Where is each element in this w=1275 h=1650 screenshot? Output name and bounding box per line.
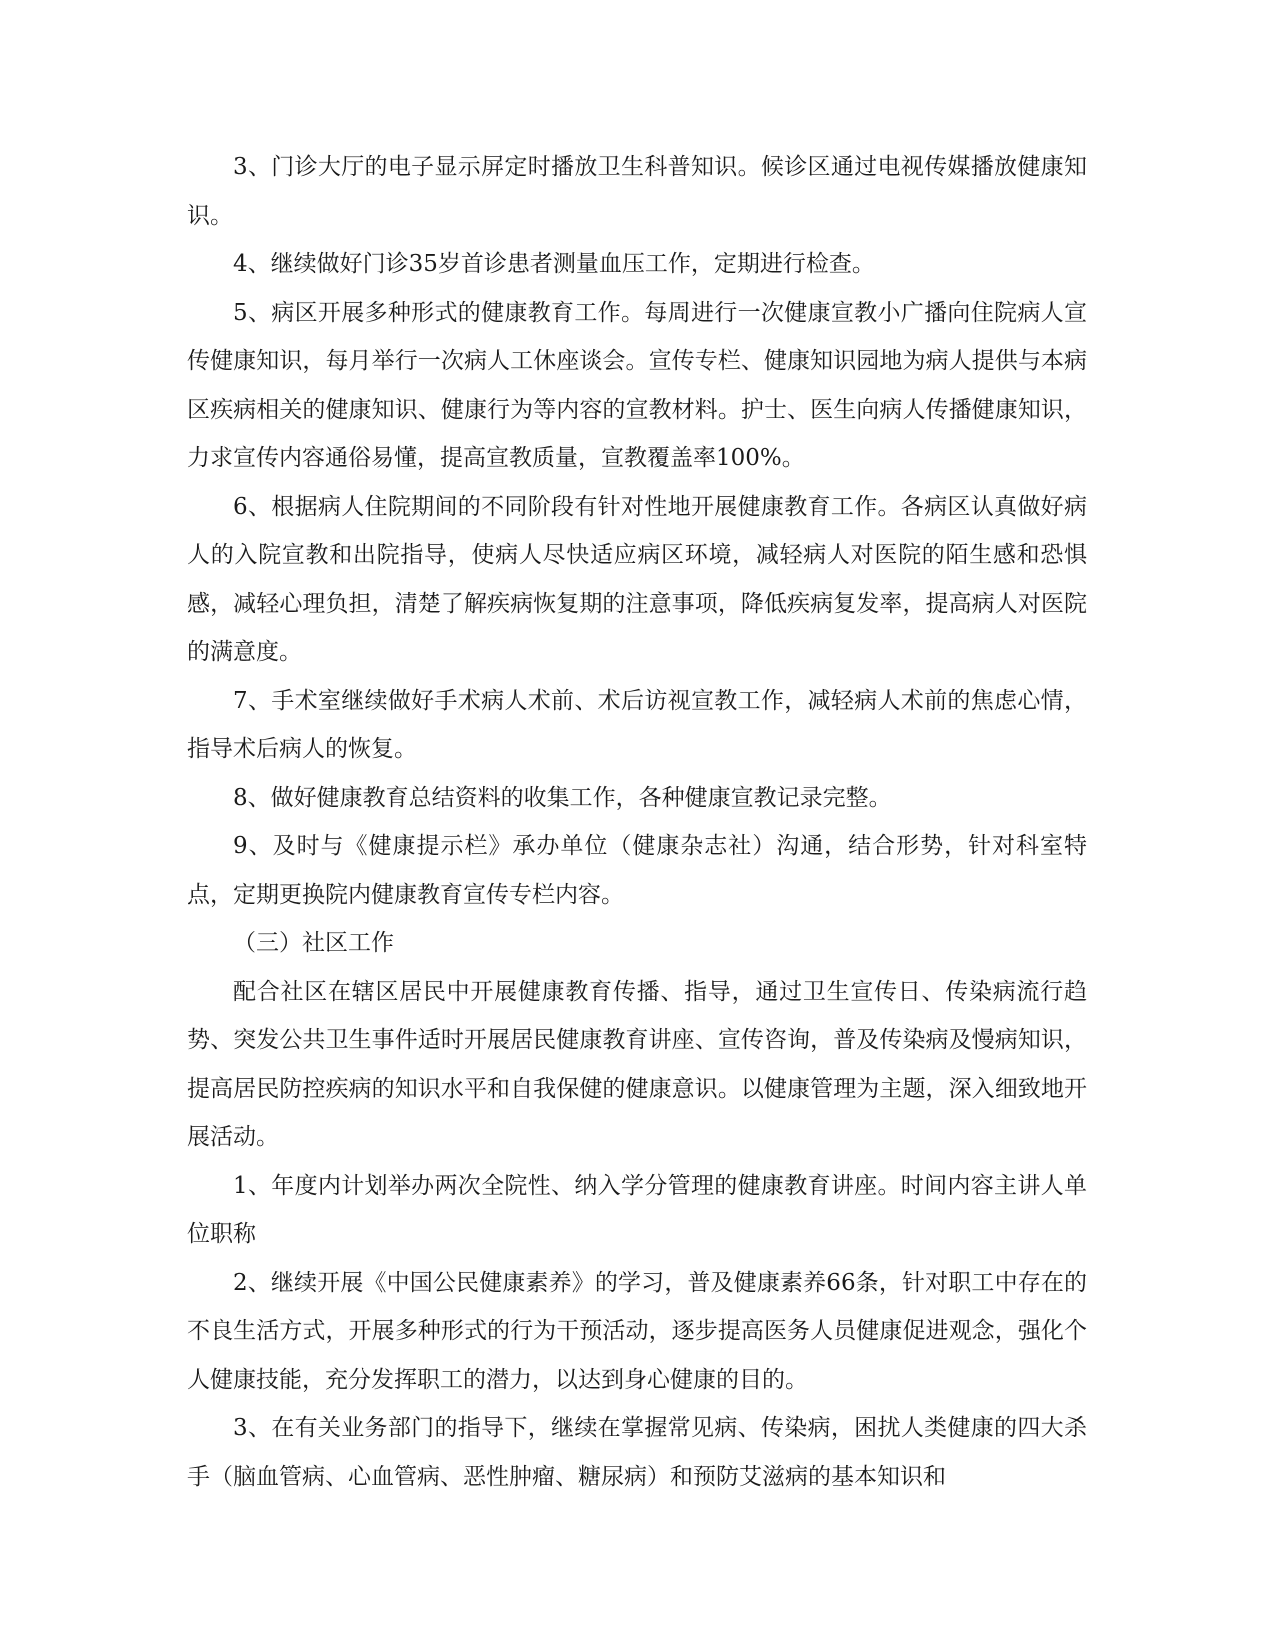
section-intro-paragraph: 配合社区在辖区居民中开展健康教育传播、指导，通过卫生宣传日、传染病流行趋势、突发公共卫生事件适时开展居民健康教育讲座、宣传咨询，普及传染病及慢病知识，提高居民防控疾病的知识水平和自我保健的健康意识。以健康管理为主题，深入细致地开展活动。 bbox=[187, 978, 1087, 1150]
section-heading: （三）社区工作 bbox=[233, 930, 394, 956]
section-item-1: 1、年度内计划举办两次全院性、纳入学分管理的健康教育讲座。时间内容主讲人单位职称 bbox=[187, 1172, 1087, 1247]
paragraph-item-7: 7、手术室继续做好手术病人术前、术后访视宣教工作，减轻病人术前的焦虑心情，指导术后病人的恢复。 bbox=[187, 687, 1087, 762]
paragraph-item-9: 9、及时与《健康提示栏》承办单位（健康杂志社）沟通，结合形势，针对科室特点，定期更换院内健康教育宣传专栏内容。 bbox=[187, 833, 1087, 908]
paragraph-item-8: 8、做好健康教育总结资料的收集工作，各种健康宣教记录完整。 bbox=[233, 784, 892, 811]
section-item-3: 3、在有关业务部门的指导下，继续在掌握常见病、传染病，困扰人类健康的四大杀手（脑血管病、心血管病、恶性肿瘤、糖尿病）和预防艾滋病的基本知识和 bbox=[187, 1415, 1087, 1490]
paragraph-item-6: 6、根据病人住院期间的不同阶段有针对性地开展健康教育工作。各病区认真做好病人的入院宣教和出院指导，使病人尽快适应病区环境，减轻病人对医院的陌生感和恐惧感，减轻心理负担，清楚了解疾病恢复期的注意事项，降低疾病复发率，提高病人对医院的满意度。 bbox=[187, 493, 1087, 665]
paragraph-item-4: 4、继续做好门诊35岁首诊患者测量血压工作，定期进行检查。 bbox=[233, 251, 875, 277]
section-item-2: 2、继续开展《中国公民健康素养》的学习，普及健康素养66条，针对职工中存在的不良生活方式，开展多种形式的行为干预活动，逐步提高医务人员健康促进观念，强化个人健康技能，充分发挥职工的潜力，以达到身心健康的目的。 bbox=[187, 1269, 1087, 1393]
paragraph-item-3: 3、门诊大厅的电子显示屏定时播放卫生科普知识。候诊区通过电视传媒播放健康知识。 bbox=[187, 154, 1087, 229]
document-body bbox=[187, 143, 1087, 1501]
paragraph-item-5: 5、病区开展多种形式的健康教育工作。每周进行一次健康宣教小广播向住院病人宣传健康知识，每月举行一次病人工休座谈会。宣传专栏、健康知识园地为病人提供与本病区疾病相关的健康知识、健康行为等内容的宣教材料。护士、医生向病人传播健康知识，力求宣传内容通俗易懂，提高宣教质量，宣教覆盖率100%。 bbox=[187, 299, 1087, 471]
